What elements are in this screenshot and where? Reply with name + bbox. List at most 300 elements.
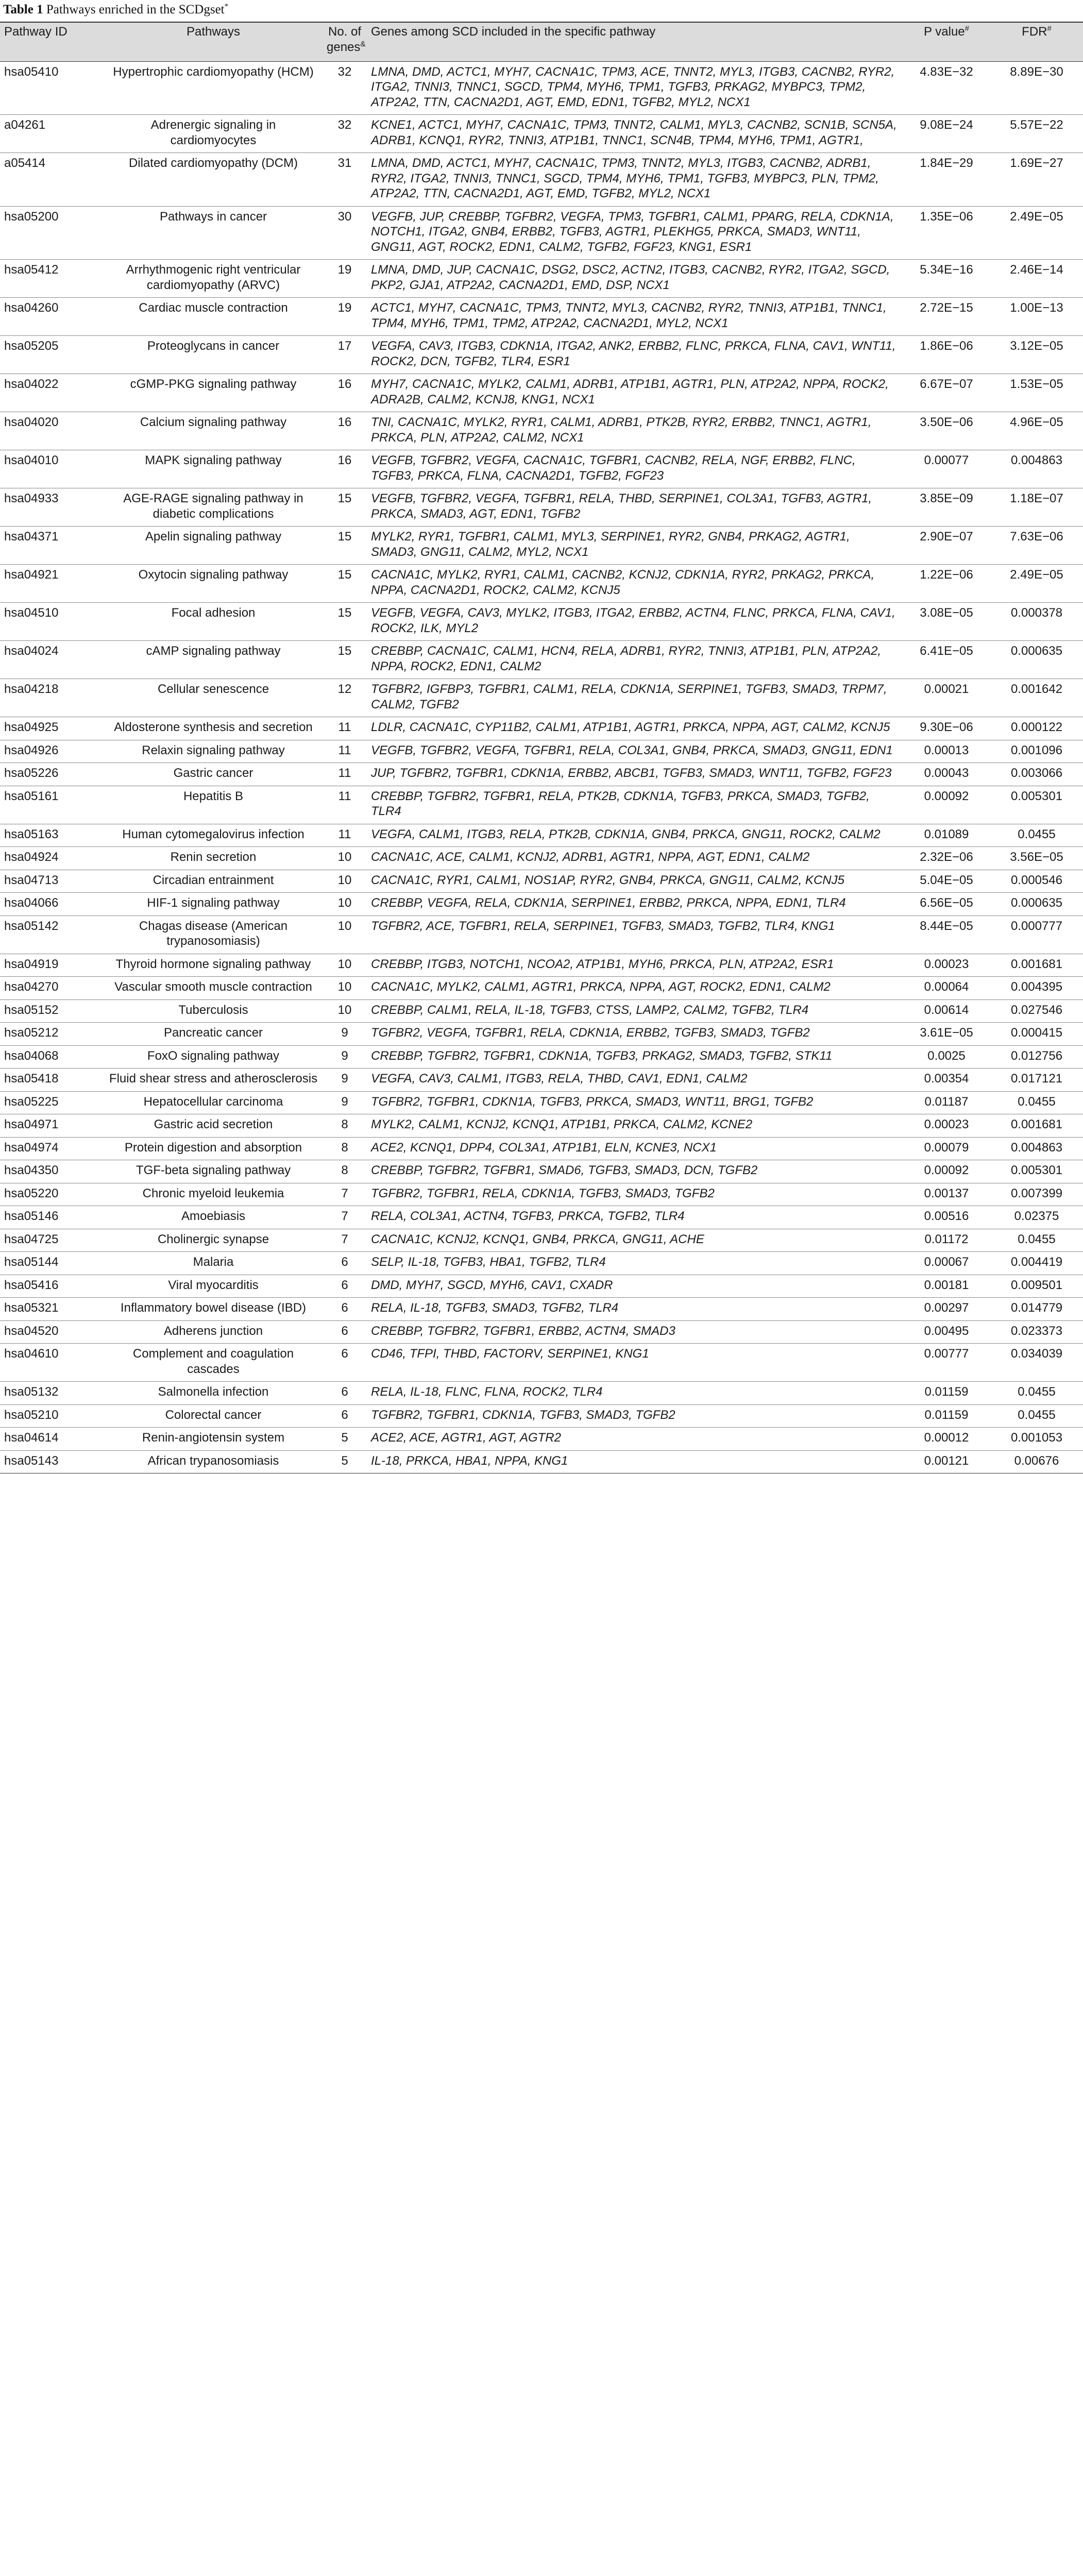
- cell-pathway-name: Adrenergic signaling in cardiomyocytes: [150, 118, 276, 147]
- table-row: [0, 1428, 1083, 1451]
- table-row: [0, 893, 1083, 916]
- cell-pathway-name: Salmonella infection: [158, 1385, 269, 1399]
- cell-gene-list: ACE2, ACE, AGTR1, AGT, AGTR2: [371, 1431, 561, 1445]
- table-row: [0, 916, 1083, 954]
- cell-p-value: 3.50E−06: [920, 415, 973, 429]
- cell-gene-list: CACNA1C, KCNJ2, KCNQ1, GNB4, PRKCA, GNG11, ACHE: [371, 1232, 704, 1246]
- cell-p-value: 0.00023: [924, 957, 969, 971]
- cell-gene-count: 5: [341, 1431, 348, 1445]
- cell-p-value: 1.86E−06: [920, 339, 973, 353]
- cell-p-value: 0.00067: [924, 1255, 969, 1269]
- cell-gene-count: 10: [337, 957, 352, 971]
- cell-pathway-name: Pathways in cancer: [159, 209, 267, 224]
- cell-gene-list: VEGFA, CALM1, ITGB3, RELA, PTK2B, CDKN1A, GNB4, PRKCA, GNG11, ROCK2, CALM2: [371, 827, 881, 841]
- cell-fdr: 0.003066: [1010, 766, 1063, 780]
- table-row: [0, 954, 1083, 977]
- cell-fdr: 2.46E−14: [1010, 263, 1063, 277]
- header-pathway-id: Pathway ID: [4, 25, 67, 39]
- cell-gene-count: 8: [341, 1140, 348, 1155]
- cell-p-value: 2.72E−15: [920, 301, 973, 315]
- table-row: [0, 450, 1083, 488]
- cell-pathway-id: hsa04974: [4, 1140, 59, 1155]
- cell-p-value: 1.22E−06: [920, 568, 973, 582]
- cell-fdr: 7.63E−06: [1010, 530, 1063, 544]
- cell-fdr: 0.001096: [1010, 743, 1063, 757]
- cell-fdr: 0.004395: [1010, 980, 1063, 994]
- cell-fdr: 0.000546: [1010, 873, 1063, 887]
- cell-gene-count: 11: [338, 720, 351, 734]
- cell-pathway-id: hsa04926: [4, 743, 59, 757]
- cell-gene-list: CACNA1C, ACE, CALM1, KCNJ2, ADRB1, AGTR1, NPPA, AGT, EDN1, CALM2: [371, 850, 810, 864]
- table-row: [0, 717, 1083, 740]
- cell-pathway-name: Viral myocarditis: [168, 1278, 259, 1292]
- cell-p-value: 0.00092: [924, 1163, 969, 1177]
- table-row: [0, 1137, 1083, 1160]
- cell-pathway-id: hsa04933: [4, 492, 59, 505]
- cell-pathway-id: hsa05143: [4, 1453, 59, 1468]
- cell-pathway-id: hsa05200: [4, 209, 59, 224]
- cell-p-value: 0.00614: [924, 1003, 969, 1017]
- table-row: [0, 740, 1083, 763]
- cell-gene-list: CREBBP, CALM1, RELA, IL-18, TGFB3, CTSS, LAMP2, CALM2, TGFB2, TLR4: [371, 1003, 809, 1017]
- cell-fdr: 5.57E−22: [1010, 118, 1063, 132]
- pathways-table: [0, 22, 1083, 1473]
- cell-gene-list: TGFBR2, TGFBR1, RELA, CDKN1A, TGFB3, SMAD3, TGFB2: [371, 1186, 715, 1200]
- cell-gene-count: 8: [341, 1117, 348, 1131]
- cell-fdr: 0.034039: [1010, 1347, 1063, 1361]
- cell-fdr: 1.69E−27: [1010, 156, 1063, 170]
- cell-gene-count: 6: [341, 1385, 348, 1399]
- table-row: [0, 260, 1083, 298]
- cell-gene-count: 15: [337, 606, 352, 620]
- cell-pathway-id: hsa05210: [4, 1408, 59, 1422]
- cell-fdr: 0.001053: [1010, 1431, 1063, 1445]
- table-header: [0, 22, 1083, 61]
- cell-p-value: 2.90E−07: [920, 530, 973, 544]
- cell-gene-list: VEGFB, JUP, CREBBP, TGFBR2, VEGFA, TPM3, TGFBR1, CALM1, PPARG, RELA, CDKN1A, NOTCH1, ITGA2, GNB4, ERBB2, TGFB3, AGTR1, PLEKHG5, PRKCA, SMAD3, WNT11, GNG11, AGT, ROCK2, EDN1, CALM2, TGFB2, FGF23, KNG1, ESR1: [371, 209, 894, 254]
- cell-gene-count: 17: [337, 339, 352, 353]
- cell-p-value: 0.0025: [927, 1048, 966, 1063]
- cell-gene-count: 6: [341, 1301, 348, 1315]
- cell-gene-count: 15: [337, 530, 352, 544]
- cell-p-value: 0.01187: [924, 1094, 969, 1109]
- cell-pathway-id: hsa04024: [4, 644, 59, 658]
- table-row: [0, 1091, 1083, 1114]
- cell-fdr: 0.009501: [1010, 1278, 1063, 1292]
- caption-footnote-mark: *: [224, 2, 229, 11]
- cell-pathway-name: Calcium signaling pathway: [140, 415, 287, 429]
- cell-pathway-id: hsa04925: [4, 720, 59, 734]
- cell-fdr: 0.0455: [1018, 1385, 1056, 1399]
- cell-gene-count: 15: [337, 644, 352, 658]
- cell-gene-list: KCNE1, ACTC1, MYH7, CACNA1C, TPM3, TNNT2, CALM1, MYL3, CACNB2, SCN1B, SCN5A, ADRB1, KCNQ1, RYR2, TNNI3, ATP1B1, TNNC1, SCN4B, TPM4, MYH6, TPM1, AGTR1,: [371, 118, 897, 147]
- cell-p-value: 6.56E−05: [920, 896, 973, 910]
- cell-fdr: 0.001681: [1010, 957, 1063, 971]
- table-row: [0, 977, 1083, 1000]
- cell-pathway-id: a04261: [4, 118, 46, 132]
- table-row: [0, 786, 1083, 824]
- cell-pathway-name: Hypertrophic cardiomyopathy (HCM): [113, 64, 314, 79]
- cell-gene-list: RELA, IL-18, FLNC, FLNA, ROCK2, TLR4: [371, 1385, 603, 1399]
- cell-p-value: 0.00495: [924, 1324, 969, 1338]
- header-number-of-genes: No. of genes&: [327, 25, 366, 54]
- cell-pathway-id: hsa05163: [4, 827, 59, 841]
- table-row: [0, 1183, 1083, 1206]
- table-row: [0, 115, 1083, 153]
- cell-p-value: 0.00516: [924, 1209, 969, 1223]
- cell-gene-list: VEGFB, TGFBR2, VEGFA, CACNA1C, TGFBR1, CACNB2, RELA, NGF, ERBB2, FLNC, TGFB3, PRKCA, FLNA, CACNA2D1, TGFB2, FGF23: [371, 453, 856, 483]
- cell-p-value: 0.00297: [924, 1301, 969, 1315]
- cell-pathway-id: hsa05412: [4, 263, 59, 277]
- cell-gene-count: 5: [341, 1453, 348, 1468]
- cell-fdr: 3.12E−05: [1010, 339, 1063, 353]
- cell-gene-count: 10: [337, 896, 352, 910]
- cell-p-value: 1.84E−29: [920, 156, 973, 170]
- cell-p-value: 3.08E−05: [920, 606, 973, 620]
- cell-pathway-id: hsa05152: [4, 1003, 59, 1017]
- table-row: [0, 1320, 1083, 1344]
- cell-gene-count: 6: [341, 1408, 348, 1422]
- cell-p-value: 0.00013: [924, 743, 969, 757]
- cell-gene-list: CREBBP, ITGB3, NOTCH1, NCOA2, ATP1B1, MYH6, PRKCA, PLN, ATP2A2, ESR1: [371, 957, 834, 971]
- cell-gene-list: CACNA1C, RYR1, CALM1, NOS1AP, RYR2, GNB4, PRKCA, GNG11, CALM2, KCNJ5: [371, 873, 844, 887]
- cell-p-value: 5.34E−16: [920, 263, 973, 277]
- cell-gene-list: RELA, IL-18, TGFB3, SMAD3, TGFB2, TLR4: [371, 1301, 619, 1315]
- cell-p-value: 0.00064: [924, 980, 969, 994]
- cell-pathway-name: Fluid shear stress and atherosclerosis: [109, 1072, 318, 1086]
- cell-pathway-name: Thyroid hormone signaling pathway: [115, 957, 311, 971]
- cell-pathway-name: Apelin signaling pathway: [145, 530, 282, 544]
- cell-pathway-id: hsa04971: [4, 1117, 59, 1131]
- cell-pathway-id: hsa05416: [4, 1278, 59, 1292]
- cell-pathway-id: hsa04350: [4, 1163, 59, 1177]
- cell-pathway-name: FoxO signaling pathway: [147, 1048, 280, 1063]
- cell-gene-count: 11: [338, 766, 351, 780]
- cell-fdr: 0.000635: [1010, 644, 1063, 658]
- cell-fdr: 0.023373: [1010, 1324, 1063, 1338]
- cell-fdr: 0.001681: [1010, 1117, 1063, 1131]
- header-pathways: Pathways: [186, 25, 241, 39]
- cell-gene-list: CREBBP, TGFBR2, TGFBR1, SMAD6, TGFB3, SMAD3, DCN, TGFB2: [371, 1163, 758, 1177]
- cell-pathway-name: Chronic myeloid leukemia: [142, 1186, 284, 1200]
- cell-gene-list: LMNA, DMD, ACTC1, MYH7, CACNA1C, TPM3, TNNT2, MYL3, ITGB3, CACNB2, ADRB1, RYR2, ITGA2, TNNI3, TNNC1, SGCD, TPM4, MYH6, TPM1, TGFB3, MYBPC3, PLN, TPM2, ATP2A2, TTN, CACNA2D1, AGT, EMD, TGFB2, MYL2, NCX1: [371, 156, 879, 200]
- cell-pathway-name: Tuberculosis: [178, 1003, 248, 1017]
- cell-fdr: 1.18E−07: [1010, 492, 1063, 505]
- cell-p-value: 9.08E−24: [920, 118, 973, 132]
- cell-fdr: 0.000635: [1010, 896, 1063, 910]
- cell-gene-count: 10: [337, 980, 352, 994]
- table-row: [0, 870, 1083, 893]
- cell-gene-list: VEGFB, TGFBR2, VEGFA, TGFBR1, RELA, THBD, SERPINE1, COL3A1, TGFB3, AGTR1, PRKCA, SMAD3, AGT, EDN1, TGFB2: [371, 492, 872, 521]
- cell-gene-count: 12: [337, 682, 352, 696]
- cell-gene-count: 6: [341, 1347, 348, 1361]
- cell-pathway-name: Complement and coagulation cascades: [132, 1347, 294, 1376]
- cell-p-value: 2.32E−06: [920, 850, 973, 864]
- cell-pathway-id: hsa05225: [4, 1094, 59, 1109]
- cell-gene-list: TGFBR2, IGFBP3, TGFBR1, CALM1, RELA, CDKN1A, SERPINE1, TGFB3, SMAD3, TRPM7, CALM2, TGFB2: [371, 682, 887, 711]
- cell-gene-list: RELA, COL3A1, ACTN4, TGFB3, PRKCA, TGFB2, TLR4: [371, 1209, 685, 1223]
- cell-pathway-id: hsa04921: [4, 568, 59, 582]
- cell-gene-list: CACNA1C, MYLK2, CALM1, AGTR1, PRKCA, NPPA, AGT, ROCK2, EDN1, CALM2: [371, 980, 831, 994]
- cell-pathway-id: hsa04068: [4, 1048, 59, 1063]
- cell-pathway-id: hsa04066: [4, 896, 59, 910]
- cell-fdr: 0.004863: [1010, 1140, 1063, 1155]
- cell-fdr: 0.00676: [1014, 1453, 1059, 1468]
- cell-fdr: 3.56E−05: [1010, 850, 1063, 864]
- cell-gene-count: 10: [337, 919, 352, 933]
- table-caption: [3, 2, 228, 18]
- cell-gene-count: 10: [337, 873, 352, 887]
- table-row: [0, 641, 1083, 679]
- cell-pathway-name: Cellular senescence: [157, 682, 269, 696]
- cell-gene-count: 6: [341, 1324, 348, 1338]
- cell-fdr: 0.017121: [1010, 1072, 1063, 1086]
- cell-fdr: 0.007399: [1010, 1186, 1063, 1200]
- table-row: [0, 61, 1083, 115]
- cell-pathway-name: Cholinergic synapse: [157, 1232, 269, 1246]
- cell-gene-count: 32: [337, 118, 352, 132]
- table-row: [0, 488, 1083, 527]
- cell-gene-list: CREBBP, TGFBR2, TGFBR1, CDKN1A, TGFB3, PRKAG2, SMAD3, TGFB2, STK11: [371, 1048, 833, 1063]
- table-row: [0, 1298, 1083, 1321]
- cell-p-value: 0.01159: [924, 1385, 969, 1399]
- cell-fdr: 1.53E−05: [1010, 377, 1063, 391]
- cell-gene-count: 10: [337, 1003, 352, 1017]
- table-row: [0, 336, 1083, 374]
- cell-pathway-id: hsa04924: [4, 850, 59, 864]
- table-label: Table 1: [3, 3, 43, 16]
- cell-gene-count: 9: [341, 1072, 348, 1086]
- table-row: [0, 298, 1083, 336]
- cell-gene-count: 6: [341, 1255, 348, 1269]
- table-row: [0, 153, 1083, 207]
- table-row: [0, 1382, 1083, 1405]
- cell-gene-count: 15: [337, 568, 352, 582]
- table-row: [0, 603, 1083, 641]
- cell-pathway-id: hsa04510: [4, 606, 59, 620]
- cell-pathway-name: Proteoglycans in cancer: [147, 339, 280, 353]
- cell-pathway-id: hsa05226: [4, 766, 59, 780]
- table-row: [0, 1275, 1083, 1298]
- table-title: Pathways enriched in the SCDgset: [46, 3, 225, 16]
- cell-gene-count: 7: [341, 1186, 348, 1200]
- cell-gene-count: 30: [337, 209, 352, 224]
- cell-p-value: 0.00012: [924, 1431, 969, 1445]
- cell-fdr: 0.000378: [1010, 606, 1063, 620]
- cell-pathway-name: Adherens junction: [163, 1324, 263, 1338]
- cell-pathway-id: hsa04218: [4, 682, 59, 696]
- cell-gene-count: 19: [337, 301, 352, 315]
- cell-gene-count: 19: [337, 263, 352, 277]
- cell-fdr: 2.49E−05: [1010, 568, 1063, 582]
- cell-gene-list: CD46, TFPI, THBD, FACTORV, SERPINE1, KNG1: [371, 1347, 649, 1361]
- cell-pathway-name: Colorectal cancer: [165, 1408, 262, 1422]
- cell-gene-list: LMNA, DMD, JUP, CACNA1C, DSG2, DSC2, ACTN2, ITGB3, CACNB2, RYR2, ITGA2, SGCD, PKP2, GJA1, ATP2A2, CACNA2D1, EMD, DSP, NCX1: [371, 263, 890, 292]
- cell-p-value: 6.41E−05: [920, 644, 973, 658]
- table-row: [0, 679, 1083, 717]
- cell-pathway-name: Hepatitis B: [183, 789, 244, 803]
- cell-pathway-id: hsa05212: [4, 1026, 59, 1040]
- cell-p-value: 0.00077: [924, 453, 969, 467]
- cell-p-value: 0.00021: [924, 682, 969, 696]
- cell-pathway-id: a05414: [4, 156, 46, 170]
- cell-gene-count: 9: [341, 1026, 348, 1040]
- cell-pathway-name: Malaria: [193, 1255, 234, 1269]
- cell-pathway-id: hsa04520: [4, 1324, 59, 1338]
- cell-fdr: 0.0455: [1018, 827, 1056, 841]
- cell-pathway-name: Renin secretion: [170, 850, 257, 864]
- cell-fdr: 0.0455: [1018, 1232, 1056, 1246]
- table-row: [0, 824, 1083, 847]
- cell-gene-list: TGFBR2, ACE, TGFBR1, RELA, SERPINE1, TGFB3, SMAD3, TGFB2, TLR4, KNG1: [371, 919, 835, 933]
- cell-gene-list: CREBBP, TGFBR2, TGFBR1, RELA, PTK2B, CDKN1A, TGFB3, PRKCA, SMAD3, TGFB2, TLR4: [371, 789, 870, 818]
- cell-pathway-id: hsa04020: [4, 415, 59, 429]
- cell-fdr: 1.00E−13: [1010, 301, 1063, 315]
- cell-p-value: 5.04E−05: [920, 873, 973, 887]
- cell-gene-list: CREBBP, TGFBR2, TGFBR1, ERBB2, ACTN4, SMAD3: [371, 1324, 675, 1338]
- cell-pathway-name: MAPK signaling pathway: [145, 453, 282, 467]
- cell-pathway-name: Circadian entrainment: [153, 873, 274, 887]
- cell-pathway-id: hsa05161: [4, 789, 59, 803]
- cell-p-value: 3.85E−09: [920, 492, 973, 505]
- cell-p-value: 0.00079: [924, 1140, 969, 1155]
- cell-fdr: 0.0455: [1018, 1094, 1056, 1109]
- cell-fdr: 0.005301: [1010, 1163, 1063, 1177]
- table-row: [0, 847, 1083, 870]
- cell-pathway-name: Gastric cancer: [173, 766, 253, 780]
- cell-fdr: 0.0455: [1018, 1408, 1056, 1422]
- cell-pathway-id: hsa04022: [4, 377, 59, 391]
- cell-p-value: 0.00137: [924, 1186, 969, 1200]
- table-row: [0, 1450, 1083, 1473]
- cell-pathway-id: hsa04614: [4, 1431, 59, 1445]
- cell-pathway-id: hsa04713: [4, 873, 59, 887]
- table-row: [0, 565, 1083, 603]
- cell-gene-list: TGFBR2, TGFBR1, CDKN1A, TGFB3, PRKCA, SMAD3, WNT11, BRG1, TGFB2: [371, 1094, 814, 1109]
- cell-gene-list: VEGFB, TGFBR2, VEGFA, TGFBR1, RELA, COL3A1, GNB4, PRKCA, SMAD3, GNG11, EDN1: [371, 743, 893, 757]
- cell-gene-list: LMNA, DMD, ACTC1, MYH7, CACNA1C, TPM3, ACE, TNNT2, MYL3, ITGB3, CACNB2, RYR2, ITGA2, TNNI3, TNNC1, SGCD, TPM4, MYH6, TPM1, TGFB3, PRKAG2, MYBPC3, TPM2, ATP2A2, TTN, CACNA2D1, AGT, EMD, EDN1, TGFB2, MYL2, NCX1: [371, 64, 895, 109]
- header-row: [0, 22, 1083, 61]
- table-body: [0, 61, 1083, 1473]
- cell-gene-list: VEGFA, CAV3, CALM1, ITGB3, RELA, THBD, CAV1, EDN1, CALM2: [371, 1072, 748, 1086]
- cell-pathway-id: hsa05144: [4, 1255, 59, 1269]
- cell-pathway-id: hsa04010: [4, 453, 59, 467]
- table-row: [0, 1404, 1083, 1428]
- cell-p-value: 9.30E−06: [920, 720, 973, 734]
- cell-pathway-name: Pancreatic cancer: [163, 1026, 263, 1040]
- cell-fdr: 4.96E−05: [1010, 415, 1063, 429]
- cell-gene-count: 10: [337, 850, 352, 864]
- cell-pathway-id: hsa04260: [4, 301, 59, 315]
- cell-fdr: 8.89E−30: [1010, 64, 1063, 79]
- cell-fdr: 0.000777: [1010, 919, 1063, 933]
- table-row: [0, 1206, 1083, 1229]
- cell-gene-list: ACTC1, MYH7, CACNA1C, TPM3, TNNT2, MYL3, CACNB2, RYR2, TNNI3, ATP1B1, TNNC1, TPM4, MYH6, TPM1, TPM2, ATP2A2, CACNA2D1, MYL2, NCX1: [371, 301, 887, 330]
- cell-gene-list: SELP, IL-18, TGFB3, HBA1, TGFB2, TLR4: [371, 1255, 606, 1269]
- cell-gene-count: 7: [341, 1232, 348, 1246]
- cell-p-value: 0.00092: [924, 789, 969, 803]
- cell-pathway-name: cGMP-PKG signaling pathway: [130, 377, 297, 391]
- cell-pathway-name: Gastric acid secretion: [154, 1117, 273, 1131]
- cell-p-value: 0.00121: [924, 1453, 969, 1468]
- table-row: [0, 1114, 1083, 1138]
- header-genes: Genes among SCD included in the specific pathway: [371, 25, 656, 39]
- cell-pathway-name: Oxytocin signaling pathway: [138, 568, 289, 582]
- cell-gene-list: CACNA1C, MYLK2, RYR1, CALM1, CACNB2, KCNJ2, CDKN1A, RYR2, PRKAG2, PRKCA, NPPA, CACNA2D1, ROCK2, CALM2, KCNJ5: [371, 568, 875, 597]
- cell-p-value: 0.00354: [924, 1072, 969, 1086]
- cell-gene-list: MYLK2, CALM1, KCNJ2, KCNQ1, ATP1B1, PRKCA, CALM2, KCNE2: [371, 1117, 753, 1131]
- cell-gene-count: 16: [337, 377, 352, 391]
- cell-fdr: 0.012756: [1010, 1048, 1063, 1063]
- cell-pathway-name: Focal adhesion: [171, 606, 256, 620]
- cell-pathway-id: hsa04725: [4, 1232, 59, 1246]
- cell-gene-count: 8: [341, 1163, 348, 1177]
- cell-pathway-name: cAMP signaling pathway: [146, 644, 281, 658]
- cell-p-value: 3.61E−05: [920, 1026, 973, 1040]
- cell-pathway-id: hsa05321: [4, 1301, 59, 1315]
- cell-pathway-name: Arrhythmogenic right ventricular cardiomyopathy (ARVC): [126, 263, 301, 292]
- cell-pathway-name: Vascular smooth muscle contraction: [114, 980, 312, 994]
- cell-gene-count: 16: [337, 415, 352, 429]
- cell-gene-count: 9: [341, 1094, 348, 1109]
- cell-gene-count: 6: [341, 1278, 348, 1292]
- cell-pathway-id: hsa05146: [4, 1209, 59, 1223]
- cell-pathway-name: African trypanosomiasis: [147, 1453, 279, 1468]
- cell-pathway-id: hsa05205: [4, 339, 59, 353]
- table-row: [0, 1023, 1083, 1046]
- cell-fdr: 0.000415: [1010, 1026, 1063, 1040]
- table-row: [0, 1069, 1083, 1092]
- cell-pathway-id: hsa05418: [4, 1072, 59, 1086]
- cell-gene-list: CREBBP, VEGFA, RELA, CDKN1A, SERPINE1, ERBB2, PRKCA, NPPA, EDN1, TLR4: [371, 896, 846, 910]
- cell-gene-count: 32: [337, 64, 352, 79]
- cell-pathway-id: hsa04270: [4, 980, 59, 994]
- table-row: [0, 1229, 1083, 1252]
- cell-pathway-name: Amoebiasis: [181, 1209, 246, 1223]
- cell-fdr: 0.014779: [1010, 1301, 1063, 1315]
- cell-pathway-name: HIF-1 signaling pathway: [147, 896, 280, 910]
- cell-gene-count: 11: [338, 789, 351, 803]
- cell-p-value: 0.01159: [924, 1408, 969, 1422]
- cell-pathway-name: Renin-angiotensin system: [142, 1431, 285, 1445]
- cell-gene-list: JUP, TGFBR2, TGFBR1, CDKN1A, ERBB2, ABCB1, TGFB3, SMAD3, WNT11, TGFB2, FGF23: [371, 766, 892, 780]
- cell-gene-list: IL-18, PRKCA, HBA1, NPPA, KNG1: [371, 1453, 568, 1468]
- cell-p-value: 8.44E−05: [920, 919, 973, 933]
- cell-pathway-id: hsa05132: [4, 1385, 59, 1399]
- cell-pathway-name: Hepatocellular carcinoma: [143, 1094, 283, 1109]
- table-row: [0, 527, 1083, 565]
- cell-pathway-id: hsa04610: [4, 1347, 59, 1361]
- table-row: [0, 1252, 1083, 1275]
- cell-pathway-name: Chagas disease (American trypanosomiasis): [139, 919, 288, 948]
- cell-fdr: 0.004419: [1010, 1255, 1063, 1269]
- table-row: [0, 206, 1083, 260]
- table-row: [0, 1160, 1083, 1183]
- cell-gene-list: MYH7, CACNA1C, MYLK2, CALM1, ADRB1, ATP1B1, AGTR1, PLN, ATP2A2, NPPA, ROCK2, ADRA2B, CALM2, KCNJ8, KNG1, NCX1: [371, 377, 889, 406]
- cell-pathway-name: Aldosterone synthesis and secretion: [114, 720, 313, 734]
- cell-gene-count: 16: [337, 453, 352, 467]
- cell-fdr: 0.02375: [1014, 1209, 1059, 1223]
- cell-pathway-id: hsa04371: [4, 530, 59, 544]
- cell-fdr: 0.000122: [1010, 720, 1063, 734]
- cell-gene-count: 31: [337, 156, 352, 170]
- cell-pathway-name: AGE-RAGE signaling pathway in diabetic complications: [123, 492, 303, 521]
- cell-gene-list: CREBBP, CACNA1C, CALM1, HCN4, RELA, ADRB1, RYR2, TNNI3, ATP1B1, PLN, ATP2A2, NPPA, ROCK2, EDN1, CALM2: [371, 644, 882, 673]
- cell-p-value: 0.01089: [924, 827, 969, 841]
- cell-pathway-id: hsa05410: [4, 64, 59, 79]
- cell-pathway-name: Dilated cardiomyopathy (DCM): [128, 156, 298, 170]
- cell-p-value: 0.00023: [924, 1117, 969, 1131]
